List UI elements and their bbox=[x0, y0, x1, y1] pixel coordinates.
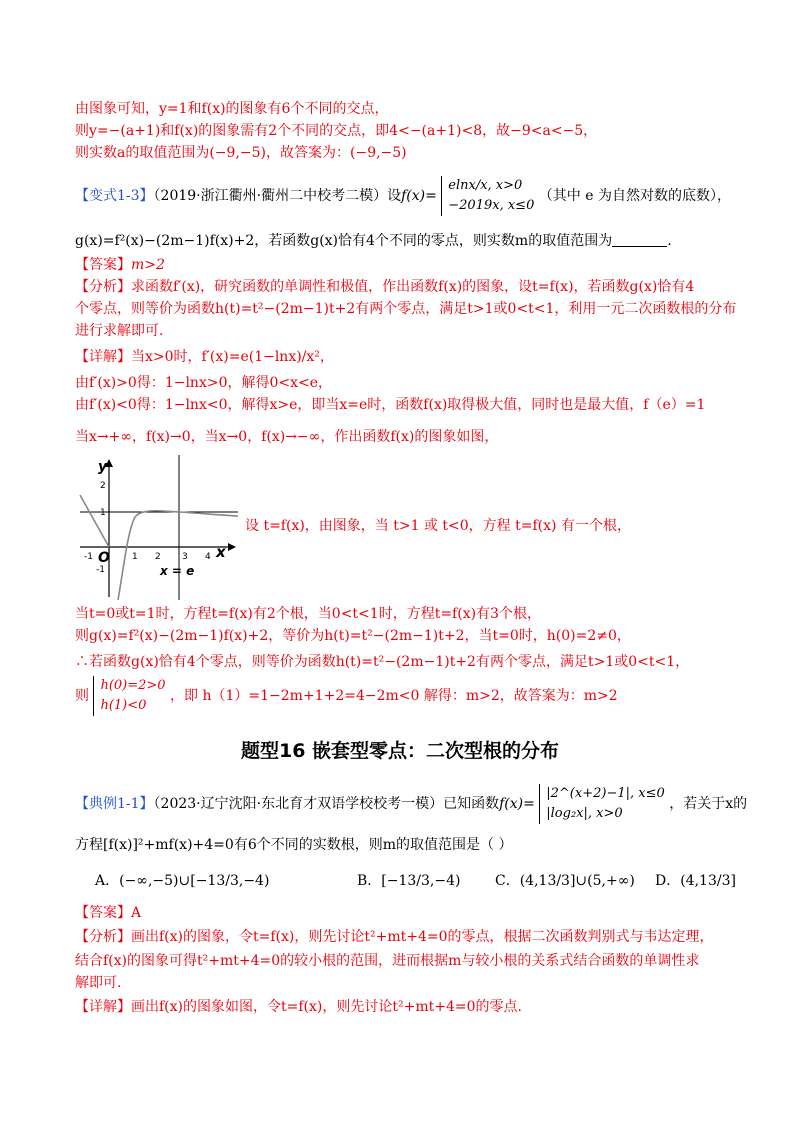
variant-header bbox=[75, 176, 731, 216]
detail1-line5: 设 t=f(x)，由图象，当 t>1 或 t<0，方程 t=f(x) 有一个根， bbox=[245, 518, 631, 534]
variant-source: （2019·浙江衢州·衢州二中校考二模）设 bbox=[153, 188, 402, 204]
option-b[interactable]: B．[−13/3,−4) bbox=[357, 873, 461, 889]
variant-case1: elnx/x, x>0 bbox=[448, 178, 523, 193]
detail1-line3: 由f′(x)<0得：1−lnx<0，解得x>e，即当x=e时，函数f(x)取得极大值，同时也是最大值，f（e）=1 bbox=[75, 397, 706, 413]
x-tick: -1 bbox=[84, 552, 93, 562]
example-tag: 【典例1-1】 bbox=[75, 796, 154, 812]
detail2-line bbox=[75, 996, 522, 1018]
eq-label: x = e bbox=[160, 564, 195, 578]
answer1-line bbox=[75, 254, 165, 276]
example-header bbox=[75, 784, 747, 824]
variant-note: （其中 e 为自然对数的底数）， bbox=[538, 188, 731, 204]
x-label: x bbox=[216, 543, 226, 561]
system-eq1: h(0)=2>0 bbox=[100, 678, 166, 693]
example-source: （2023·辽宁沈阳·东北育才双语学校校考一模）已知函数 bbox=[153, 796, 500, 812]
detail2-tag: 【详解】 bbox=[75, 999, 131, 1015]
analysis2-line1 bbox=[75, 926, 714, 948]
answer2-tag: 【答案】 bbox=[75, 905, 131, 921]
detail1-line4: 当x→+∞，f(x)→0，当x→0，f(x)→−∞，作出函数f(x)的图象如图， bbox=[75, 429, 499, 445]
analysis2-line3: 解即可. bbox=[75, 975, 122, 991]
detail1-text: 当x>0时，f′(x)=e(1−lnx)/x²， bbox=[131, 349, 334, 365]
system-eq2: h(1)<0 bbox=[100, 698, 147, 713]
x-axis-arrow bbox=[228, 543, 236, 551]
x-tick: 4 bbox=[205, 552, 211, 562]
variant-gdef-line bbox=[75, 230, 672, 252]
variant-case2: −2019x, x≤0 bbox=[448, 198, 535, 213]
function-graph bbox=[78, 455, 243, 600]
detail1-line1 bbox=[75, 346, 334, 368]
analysis2-line2: 结合f(x)的图象可得t²+mt+4=0的较小根的范围，进而根据m与较小根的关系式结合函数的单调性求 bbox=[75, 953, 700, 969]
curve-left bbox=[80, 495, 109, 547]
y-tick: 1 bbox=[100, 508, 106, 518]
x-tick: 1 bbox=[132, 552, 138, 562]
origin-label: O bbox=[98, 550, 110, 566]
text-line: 则实数a的取值范围为(−9,−5)，故答案为：(−9,−5) bbox=[75, 145, 407, 161]
analysis1-line3: 进行求解即可. bbox=[75, 323, 164, 339]
detail1-tag: 【详解】 bbox=[75, 349, 131, 365]
section-title: 题型16 嵌套型零点：二次型根的分布 bbox=[240, 740, 560, 762]
analysis1-text: 求函数f′(x)，研究函数的单调性和极值，作出函数f(x)的图象，设t=f(x)，若函数g(x)恰有4 bbox=[131, 279, 695, 295]
variant-gdef: g(x)=f²(x)−(2m−1)f(x)+2，若函数g(x)恰有4个不同的零点，则实数m的取值范围为 bbox=[75, 233, 613, 249]
analysis2-text: 画出f(x)的图象，令t=f(x)，则先讨论t²+mt+4=0的零点，根据二次函数判别式与韦达定理， bbox=[131, 929, 714, 945]
detail1-line6: 当t=0或t=1时，方程t=f(x)有2个根，当0<t<1时，方程t=f(x)有3个根， bbox=[75, 606, 541, 622]
text-line: 由图象可知，y=1和f(x)的图象有6个不同的交点， bbox=[75, 101, 389, 117]
example-piecewise bbox=[539, 784, 665, 824]
analysis1-tag: 【分析】 bbox=[75, 279, 131, 295]
x-tick: 2 bbox=[155, 552, 161, 562]
variant-tag: 【变式1-3】 bbox=[75, 188, 154, 204]
detail1-line9: 则 h(0)=2>0 h(1)<0 ，即 h（1）=1−2m+1+2=4−2m<0 解得：m>2，故答案为：m>2 bbox=[75, 676, 618, 716]
detail1-system bbox=[93, 676, 165, 716]
detail1-line2: 由f′(x)>0得：1−lnx>0，解得0<x<e， bbox=[75, 375, 333, 391]
detail1-line8: ∴若函数g(x)恰有4个零点，则等价为函数h(t)=t²−(2m−1)t+2有两个零点，满足t>1或0<t<1， bbox=[75, 654, 690, 670]
option-d[interactable]: D．(4,13/3] bbox=[655, 873, 736, 889]
example-after: ，若关于x的 bbox=[669, 796, 748, 812]
detail1-line7: 则g(x)=f²(x)−(2m−1)f(x)+2，等价为h(t)=t²−(2m−1)t+2，当t=0时，h(0)=2≠0， bbox=[75, 628, 631, 644]
variant-fdef: f(x)= bbox=[401, 188, 437, 204]
analysis1-line1 bbox=[75, 276, 694, 298]
answer-blank bbox=[612, 232, 667, 247]
analysis1-line2: 个零点，则等价为函数h(t)=t²−(2m−1)t+2有两个零点，满足t>1或0<t<1，利用一元二次函数根的分布 bbox=[75, 301, 737, 317]
answer1-text: m>2 bbox=[131, 257, 165, 273]
x-tick: 3 bbox=[182, 552, 188, 562]
variant-piecewise bbox=[441, 176, 534, 216]
answer2-text: A bbox=[131, 905, 142, 921]
option-c[interactable]: C．(4,13/3]∪(5,+∞) bbox=[495, 873, 635, 889]
example-line2: 方程[f(x)]²+mf(x)+4=0有6个不同的实数根，则m的取值范围是（ ） bbox=[75, 837, 513, 853]
detail2-text: 画出f(x)的图象如图，令t=f(x)，则先讨论t²+mt+4=0的零点. bbox=[131, 999, 522, 1015]
answer2-line bbox=[75, 902, 141, 924]
answer1-tag: 【答案】 bbox=[75, 257, 131, 273]
analysis2-tag: 【分析】 bbox=[75, 929, 131, 945]
example-case1: |2^(x+2)−1|, x≤0 bbox=[546, 786, 665, 801]
example-case2: |log₂x|, x>0 bbox=[546, 806, 623, 821]
system-conclusion: ，即 h（1）=1−2m+1+2=4−2m<0 解得：m>2，故答案为：m>2 bbox=[170, 688, 618, 704]
option-a[interactable]: A．(−∞,−5)∪[−13/3,−4) bbox=[95, 873, 270, 889]
example-fdef: f(x)= bbox=[499, 796, 535, 812]
y-label: y bbox=[98, 459, 108, 475]
text-line: 则y=−(a+1)和f(x)的图象需有2个不同的交点，即4<−(a+1)<8，故−9<a<−5， bbox=[75, 123, 598, 139]
y-tick: 2 bbox=[100, 481, 106, 491]
variant-end: . bbox=[667, 233, 672, 249]
y-tick: -1 bbox=[96, 565, 105, 575]
